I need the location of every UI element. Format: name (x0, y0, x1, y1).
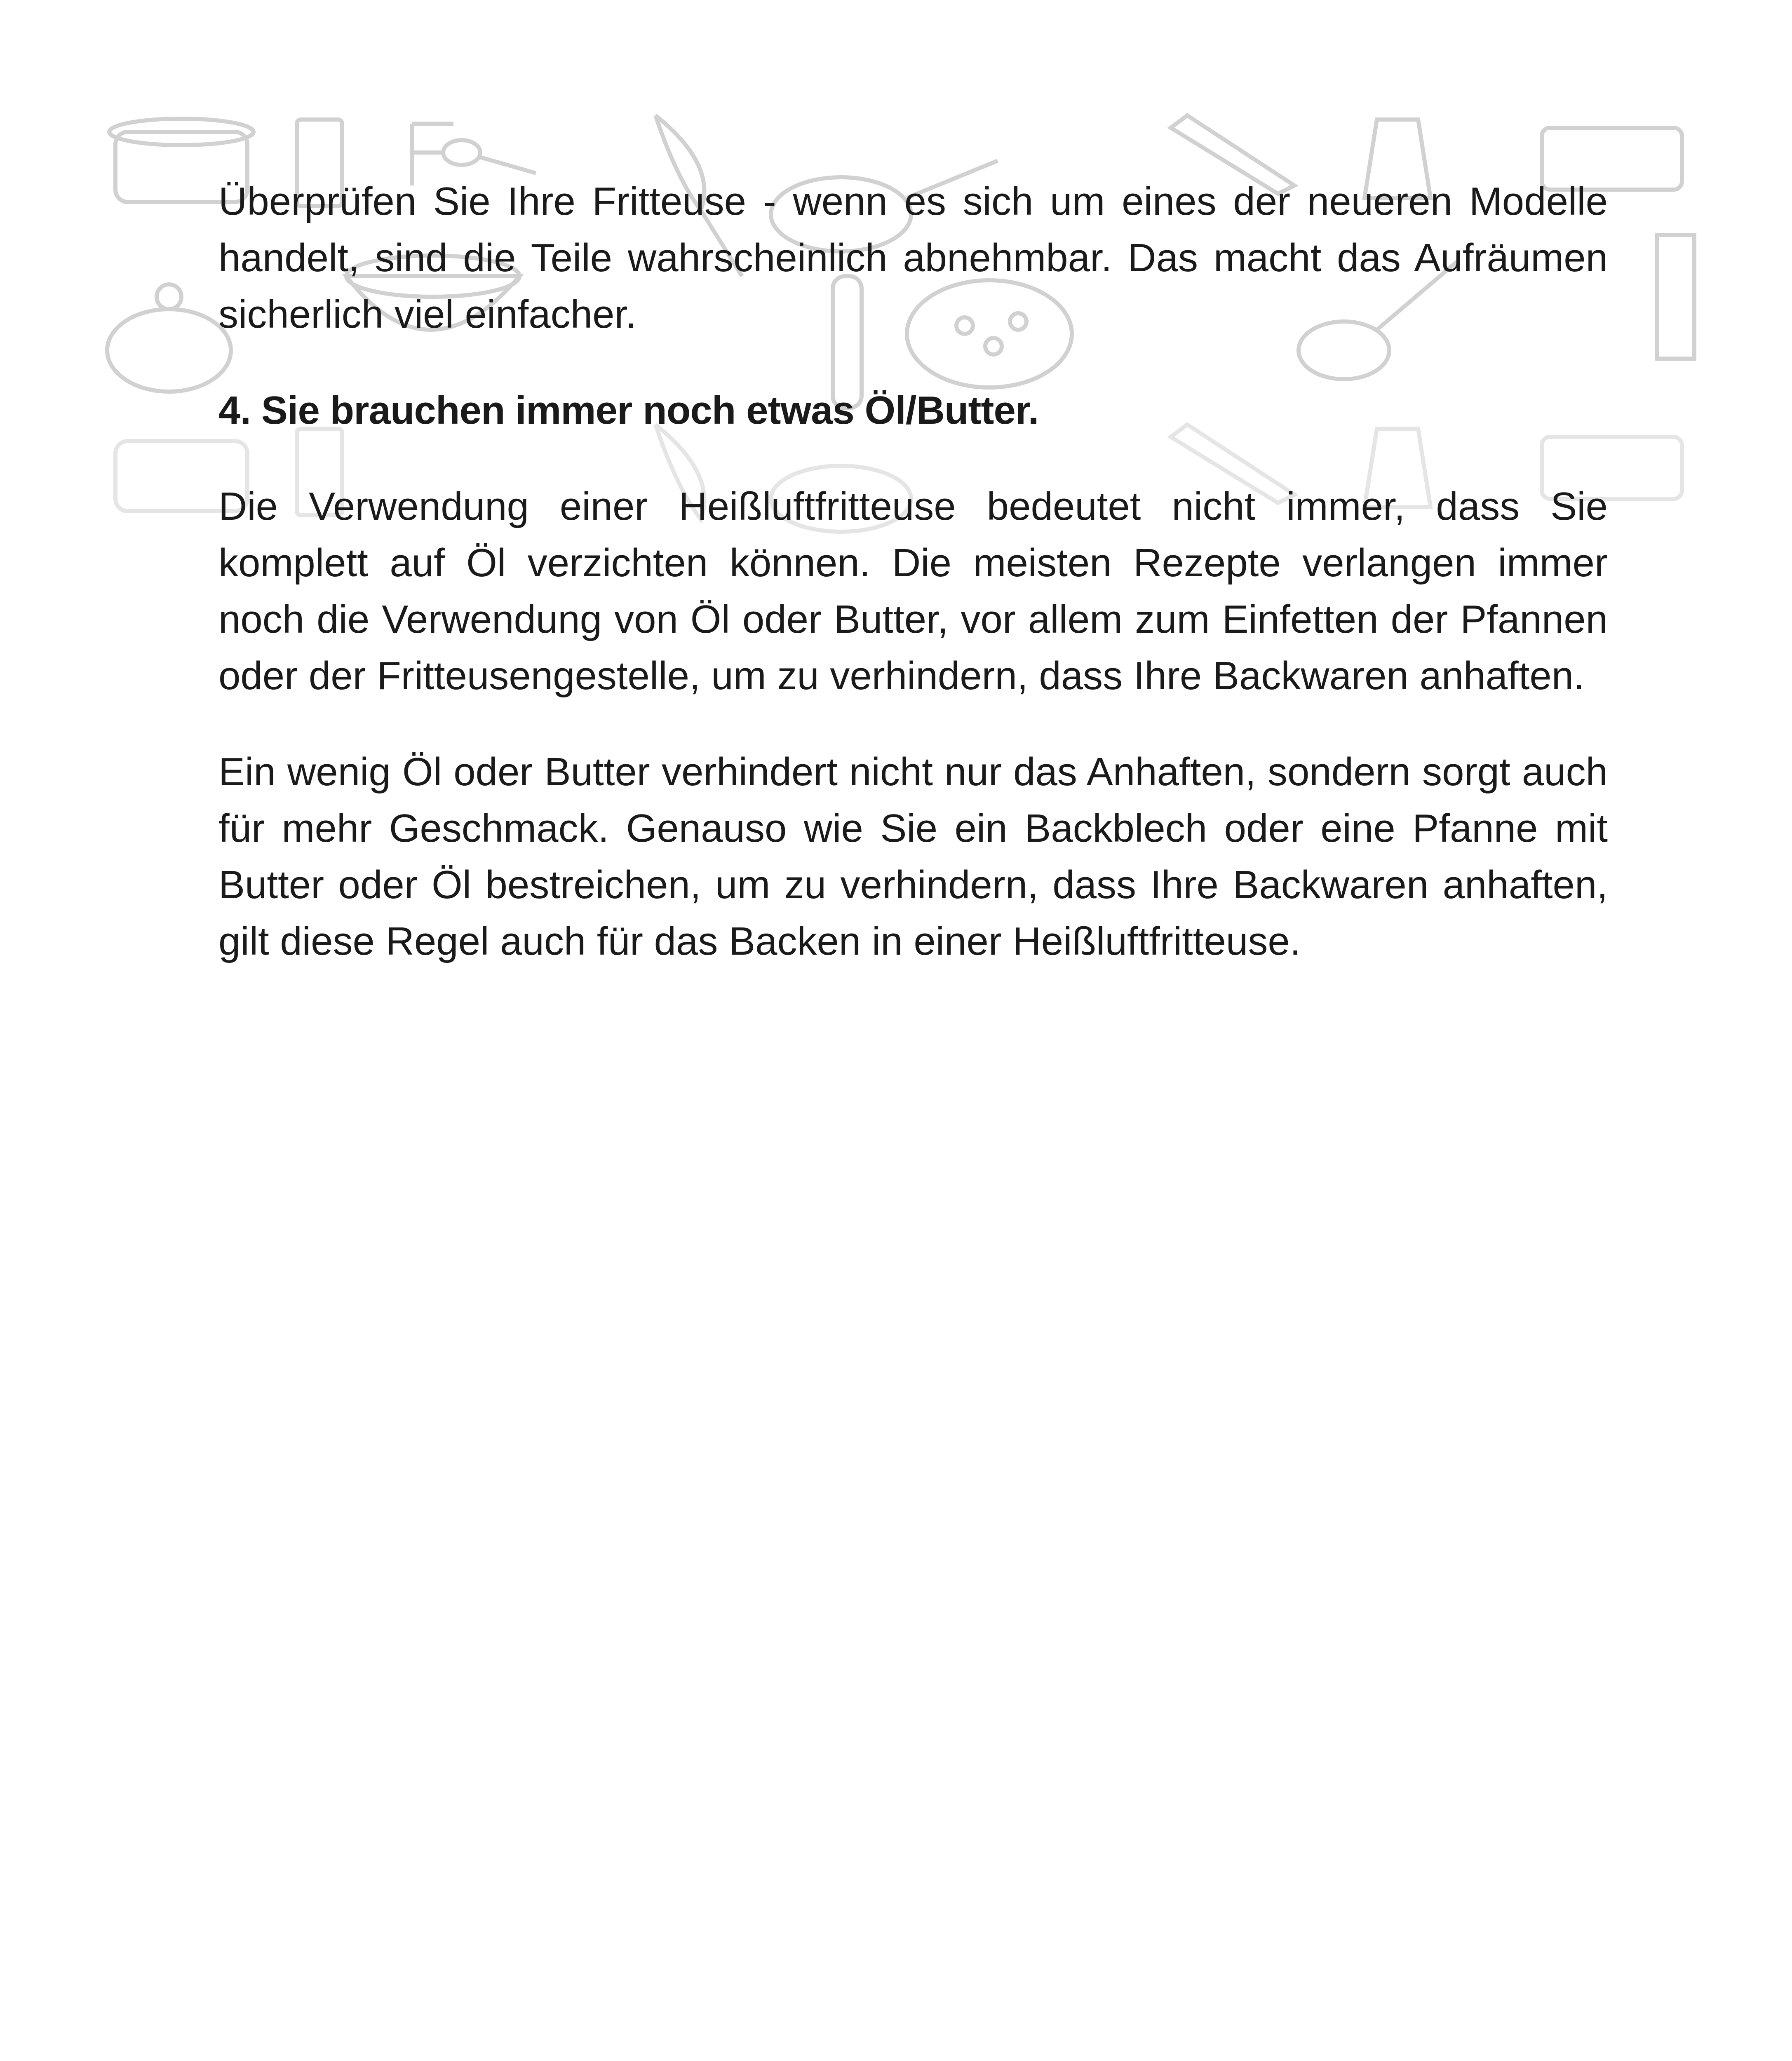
page-body (218, 173, 1608, 1009)
body-paragraph: Die Verwendung einer Heißluftfritteuse bedeutet nicht immer, dass Sie komplett auf Öl verzichten können. Die meisten Rezepte verlangen immer noch die Verwendung von Öl oder Butter, vor allem zum Einfetten der Pfannen oder der Fritteusengestelle, um zu verhindern, dass Ihre Backwaren anhaften. (218, 484, 1608, 698)
body-paragraph: Ein wenig Öl oder Butter verhindert nicht nur das Anhaften, sondern sorgt auch für mehr Geschmack. Genauso wie Sie ein Backblech oder eine Pfanne mit Butter oder Öl bestreichen, um zu verhindern, dass Ihre Backwaren anhaften, gilt diese Regel auch für das Backen in einer Heißluftfritteuse. (218, 750, 1608, 963)
intro-paragraph: Überprüfen Sie Ihre Fritteuse - wenn es sich um eines der neueren Modelle handelt, sind die Teile wahrscheinlich abnehmbar. Das macht das Aufräumen sicherlich viel einfacher. (218, 179, 1608, 336)
section-heading: 4. Sie brauchen immer noch etwas Öl/Butter. (218, 388, 1039, 432)
